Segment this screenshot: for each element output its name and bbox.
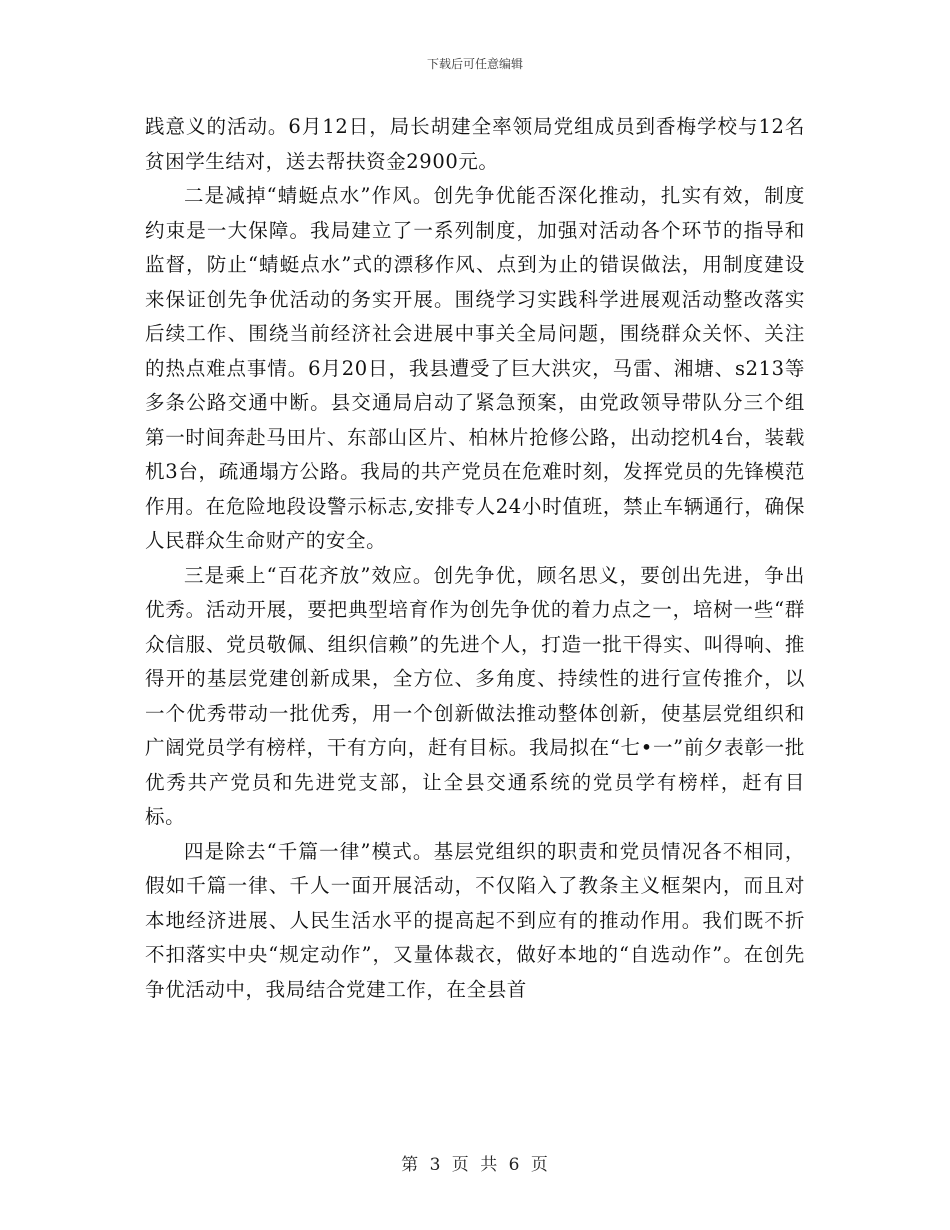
paragraph-continuation: 践意义的活动。6月12日，局长胡建全率领局党组成员到香梅学校与12名贫困学生结对，送去帮扶资金2900元。 xyxy=(145,115,805,173)
page-number: 第 3 页 共 6 页 xyxy=(401,1155,549,1175)
paragraph-point-three: 三是乘上“百花齐放”效应。创先争优，顾名思义，要创出先进，争出优秀。活动开展，要把典型培育作为创先争优的着力点之一，培树一些“群众信服、党员敬佩、组织信赖”的先进个人，打造一批干得实、叫得响、推得开的基层党建创新成果，全方位、多角度、持续性的进行宣传推介，以一个优秀带动一批优秀，用一个创新做法推动整体创新，使基层党组织和广阔党员学有榜样，干有方向，赶有目标。我局拟在“七•一”前夕表彰一批优秀共产党员和先进党支部，让全县交通系统的党员学有榜样，赶有目标。 xyxy=(145,563,805,828)
paragraph-point-four: 四是除去“千篇一律”模式。基层党组织的职责和党员情况各不相同，假如千篇一律、千人一面开展活动，不仅陷入了教条主义框架内，而且对本地经济进展、人民生活水平的提高起不到应有的推动作用。我们既不折不扣落实中央“规定动作”，又量体裁衣，做好本地的“自选动作”。在创先争优活动中，我局结合党建工作，在全县首 xyxy=(145,839,805,1001)
document-body xyxy=(145,110,805,1007)
paragraph-point-two: 二是减掉“蜻蜓点水”作风。创先争优能否深化推动，扎实有效，制度约束是一大保障。我局建立了一系列制度，加强对活动各个环节的指导和监督，防止“蜻蜓点水”式的漂移作风、点到为止的错误做法，用制度建设来保证创先争优活动的务实开展。围绕学习实践科学进展观活动整改落实后续工作、围绕当前经济社会进展中事关全局问题，围绕群众关怀、关注的热点难点事情。6月20日，我县遭受了巨大洪灾，马雷、湘塘、s213等多条公路交通中断。县交通局启动了紧急预案，由党政领导带队分三个组第一时间奔赴马田片、东部山区片、柏林片抢修公路，出动挖机4台，装载机3台，疏通塌方公路。我局的共产党员在危难时刻，发挥党员的先锋模范作用。在危险地段设警示标志,安排专人24小时值班，禁止车辆通行，确保人民群众生命财产的安全。 xyxy=(145,184,805,552)
page-header-note: 下载后可任意编辑 xyxy=(426,57,523,71)
